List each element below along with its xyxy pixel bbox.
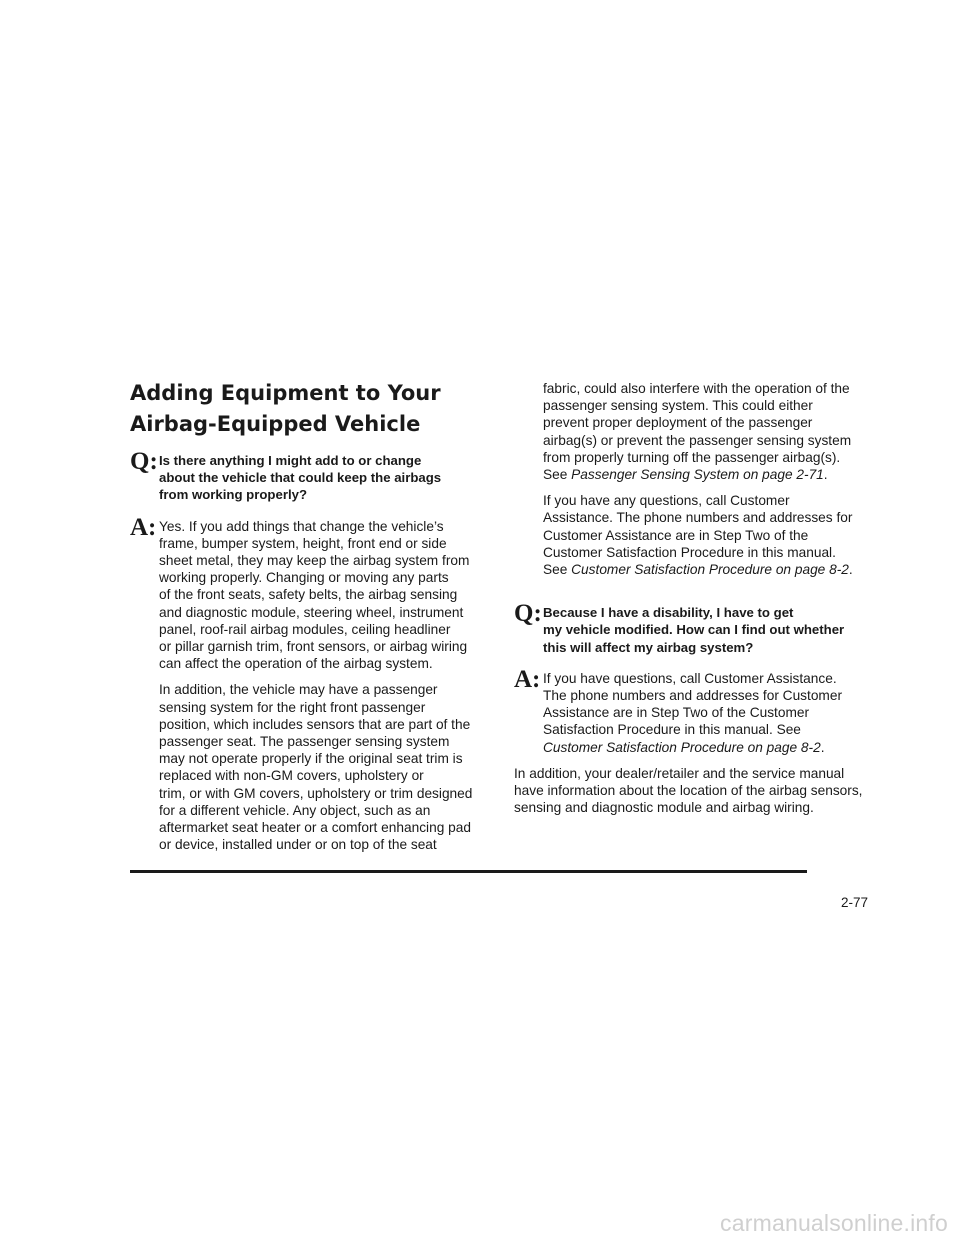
text-line: Satisfaction Procedure in this manual. See	[543, 722, 801, 738]
text-line: of the front seats, safety belts, the airbag sensing	[159, 587, 458, 603]
text-line: sensing system for the right front passenger	[159, 699, 426, 715]
text-line: and diagnostic module, steering wheel, instrument	[159, 604, 464, 620]
text-line: In addition, your dealer/retailer and the service manual	[514, 765, 845, 781]
answer-1-continued	[514, 380, 879, 578]
punctuation: .	[848, 562, 853, 578]
text-line: from properly turning off the passenger airbag(s).	[543, 449, 841, 465]
right-column	[514, 380, 879, 816]
text-line: working properly. Changing or moving any parts	[159, 570, 449, 586]
punctuation: .	[820, 739, 825, 755]
heading-line-2: Airbag-Equipped Vehicle	[130, 412, 421, 436]
text-line: replaced with non-GM covers, upholstery or	[159, 768, 424, 784]
cross-reference: Customer Satisfaction Procedure on page 8-2	[543, 739, 821, 755]
answer-2-paragraph	[543, 670, 879, 756]
text-line: passenger sensing system. This could either	[543, 398, 813, 414]
answer-2	[514, 665, 879, 756]
text-line: If you have any questions, call Customer	[543, 493, 790, 509]
answer-1-paragraph-3	[543, 380, 879, 483]
text-line: Assistance are in Step Two of the Customer	[543, 705, 810, 721]
text-line: frame, bumper system, height, front end or side	[159, 535, 447, 551]
question-2	[514, 600, 879, 656]
see-label: See	[543, 562, 568, 578]
cross-reference: Customer Satisfaction Procedure on page 8-2	[571, 562, 849, 578]
see-label: See	[543, 467, 568, 483]
text-line: sheet metal, they may keep the airbag system from	[159, 553, 470, 569]
answer-1-paragraph-2	[159, 681, 495, 853]
text-line: prevent proper deployment of the passenger	[543, 415, 813, 431]
text-line: fabric, could also interfere with the operation of the	[543, 381, 850, 396]
text-line: In addition, the vehicle may have a passenger	[159, 682, 438, 698]
answer-mark-label: A:	[130, 513, 157, 541]
text-line: The phone numbers and addresses for Customer	[543, 688, 843, 704]
text-line: Customer Satisfaction Procedure in this manual.	[543, 544, 836, 560]
text-line: or pillar garnish trim, front sensors, or airbag wiring	[159, 639, 468, 655]
text-line: Assistance. The phone numbers and addresses for	[543, 510, 853, 526]
text-line: Is there anything I might add to or change	[159, 453, 422, 468]
left-column	[130, 378, 495, 853]
text-line: can affect the operation of the airbag system.	[159, 656, 433, 672]
answer-mark-label: A:	[514, 665, 541, 693]
cross-reference: Passenger Sensing System on page 2-71	[571, 467, 824, 483]
punctuation: .	[823, 467, 828, 483]
text-line: panel, roof-rail airbag modules, ceiling headliner	[159, 621, 451, 637]
text-line: airbag(s) or prevent the passenger sensing system	[543, 432, 852, 448]
watermark: carmanualsonline.info	[720, 1210, 948, 1236]
text-line: sensing and diagnostic module and airbag wiring.	[514, 800, 814, 816]
answer-1-paragraph-4	[543, 492, 879, 578]
section-heading	[130, 378, 495, 440]
text-line: have information about the location of the airbag sensors,	[514, 783, 863, 799]
text-line: this will affect my airbag system?	[543, 639, 754, 655]
heading-line-1: Adding Equipment to Your	[130, 381, 441, 405]
question-mark-label: Q:	[130, 448, 158, 475]
text-line: position, which includes sensors that are part of the	[159, 716, 471, 732]
closing-paragraph	[514, 765, 879, 817]
answer-1	[130, 513, 495, 854]
text-line: or device, installed under or on top of the seat	[159, 837, 437, 853]
text-line: trim, or with GM covers, upholstery or trim designed	[159, 785, 473, 801]
question-1	[130, 448, 495, 504]
text-line: If you have questions, call Customer Assistance.	[543, 670, 837, 686]
text-line: Customer Assistance are in Step Two of the	[543, 527, 809, 543]
question-1-text	[159, 452, 495, 504]
text-line: Because I have a disability, I have to get	[543, 605, 794, 621]
text-line: passenger seat. The passenger sensing system	[159, 734, 450, 750]
text-line: aftermarket seat heater or a comfort enhancing pad	[159, 820, 471, 836]
question-mark-label: Q:	[514, 600, 542, 628]
answer-1-paragraph-1	[159, 518, 495, 673]
question-2-text	[543, 604, 879, 656]
page-number: 2-77	[841, 895, 869, 910]
text-line: from working properly?	[159, 487, 308, 503]
text-line: Yes. If you add things that change the vehicle’s	[159, 518, 444, 534]
text-line: about the vehicle that could keep the airbags	[159, 470, 442, 486]
text-line: for a different vehicle. Any object, such as an	[159, 802, 431, 818]
text-line: may not operate properly if the original seat trim is	[159, 751, 463, 767]
text-line: my vehicle modified. How can I find out whether	[543, 622, 845, 638]
footer-rule	[130, 870, 807, 873]
